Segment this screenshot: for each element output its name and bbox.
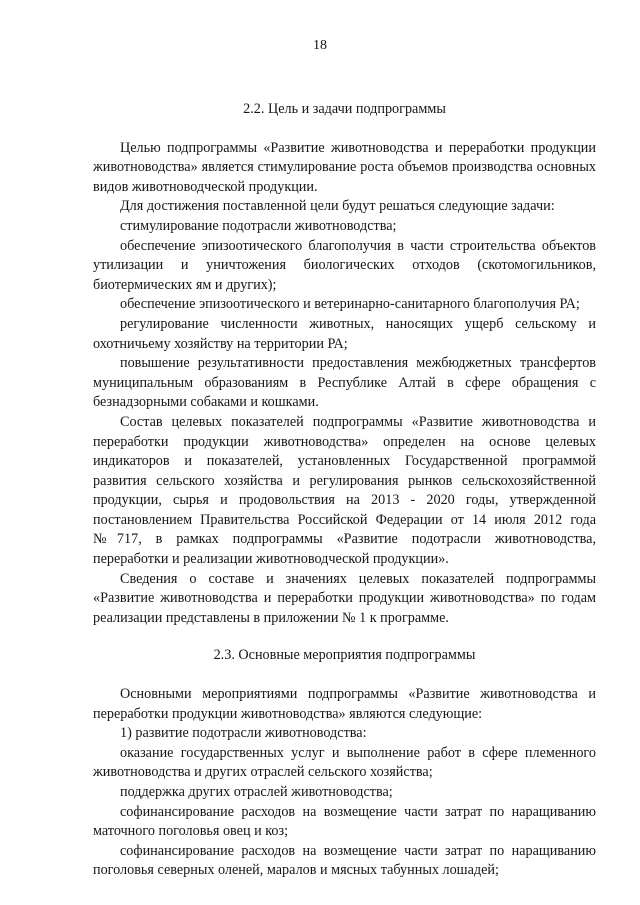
section-2-2-title: 2.2. Цель и задачи подпрограммы <box>243 101 446 117</box>
indicators-reference-paragraph: Сведения о составе и значениях целевых показателей подпрограммы «Развитие животноводства и переработки продукции животноводства» по годам реализации представлены в приложении № 1 к программе. <box>93 570 596 626</box>
task-item: обеспечение эпизоотического благополучия в части строительства объектов утилизации и уничтожения биологических отходов (скотомогильников, биотермических ям и других); <box>93 237 596 293</box>
task-item: регулирование численности животных, наносящих ущерб сельскому и охотничьему хозяйству на территории РА; <box>93 315 596 352</box>
indicators-paragraph: Состав целевых показателей подпрограммы «Развитие животноводства и переработки продукции животноводства» определен на основе целевых индикаторов и показателей, установленных Государственной программой развития сельского хозяйства и регулирования рынков сельскохозяйственной продукции, сырья и продовольствия на 2013 - 2020 годы, утвержденной постановлением Правительства Российской Федерации от 14 июля 2012 года №717, в рамках подпрограммы «Развитие подотрасли животноводства, переработки и реализации животноводческой продукции». <box>93 413 596 568</box>
measure-item: софинансирование расходов на возмещение части затрат по наращиванию маточного поголовья овец и коз; <box>93 803 596 840</box>
measure-item: софинансирование расходов на возмещение части затрат по наращиванию поголовья северных оленей, маралов и мясных табунных лошадей; <box>93 842 596 879</box>
tasks-intro-paragraph: Для достижения поставленной цели будут решаться следующие задачи: <box>120 198 555 215</box>
section-2-3-title: 2.3. Основные мероприятия подпрограммы <box>213 647 476 664</box>
measures-intro-paragraph: Основными мероприятиями подпрограммы «Развитие животноводства и переработки продукции животноводства» являются следующие: <box>93 686 596 722</box>
task-item: стимулирование подотрасли животноводства; <box>120 217 397 234</box>
page-number: 18 <box>313 38 327 53</box>
task-item: повышение результативности предоставления межбюджетных трансфертов муниципальным образованиям в Республике Алтай в сфере обращения с безнадзорными собаками и кошками. <box>93 355 596 411</box>
measure-item: оказание государственных услуг и выполнение работ в сфере племенного животноводства и других отраслей сельского хозяйства; <box>93 744 596 781</box>
document-body <box>93 100 596 881</box>
measure-item: 1) развитие подотрасли животноводства: <box>120 725 367 742</box>
measure-item: поддержка других отраслей животноводства; <box>120 784 393 800</box>
goal-paragraph: Целью подпрограммы «Развитие животноводства и переработки продукции животноводства» является стимулирование роста объемов производства основных видов животноводческой продукции. <box>93 139 596 195</box>
task-item: обеспечение эпизоотического и ветеринарно-санитарного благополучия РА; <box>120 296 580 313</box>
